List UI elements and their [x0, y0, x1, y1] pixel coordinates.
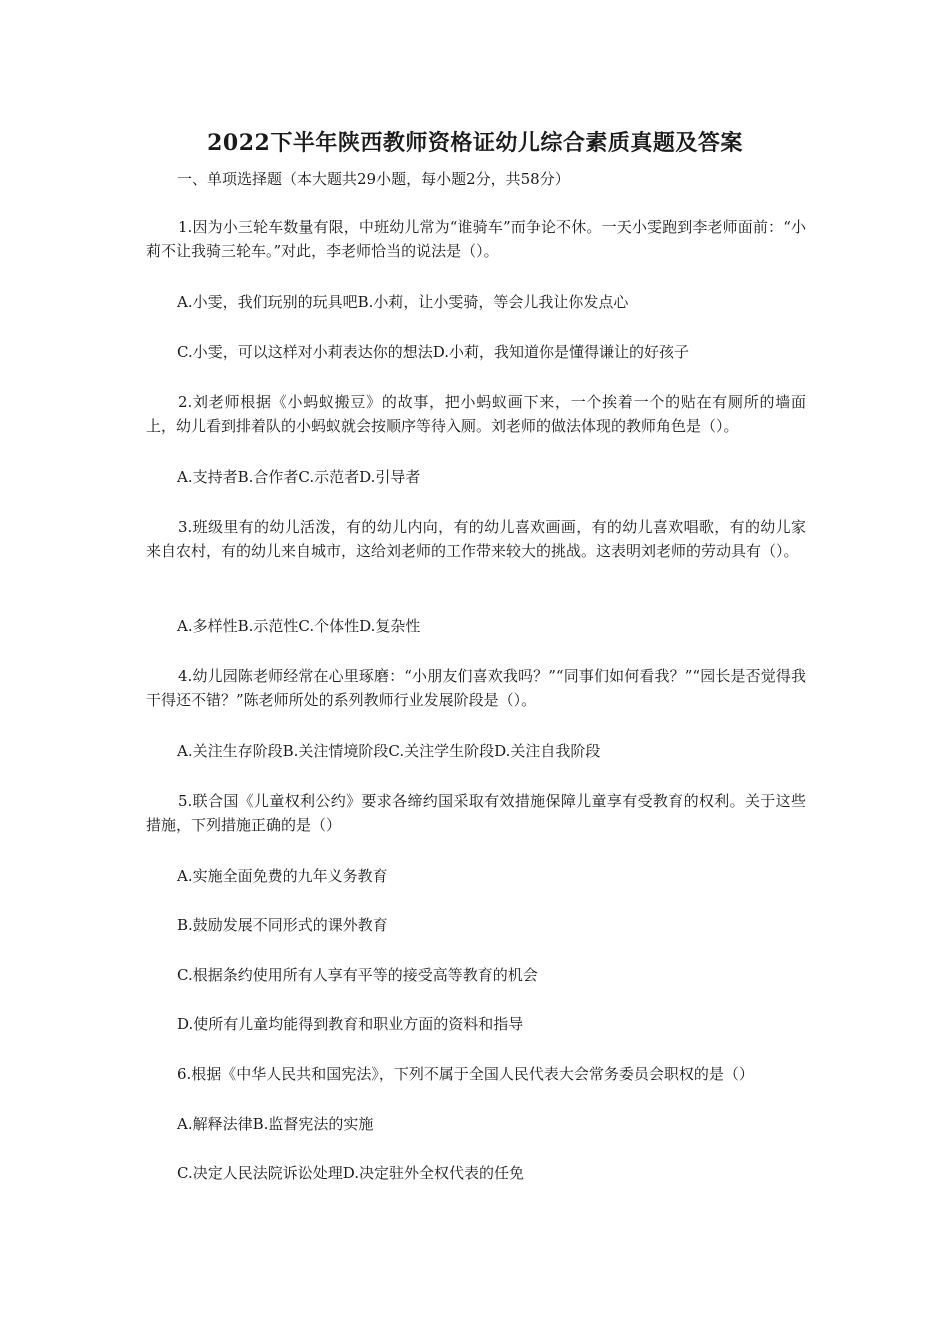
question-6-options-cd: C.决定人民法院诉讼处理D.决定驻外全权代表的任免 [177, 1164, 524, 1182]
question-1-options-cd: C.小雯，可以这样对小莉表达你的想法D.小莉，我知道你是懂得谦让的好孩子 [177, 343, 689, 361]
question-5-option-d: D.使所有儿童均能得到教育和职业方面的资料和指导 [177, 1015, 524, 1033]
question-5-option-b: B.鼓励发展不同形式的课外教育 [177, 916, 388, 934]
question-4-options: A.关注生存阶段B.关注情境阶段C.关注学生阶段D.关注自我阶段 [177, 742, 601, 760]
question-5-stem: 5.联合国《儿童权利公约》要求各缔约国采取有效措施保障儿童享有受教育的权利。关于这些措施，下列措施正确的是（） [146, 792, 806, 834]
question-2-stem: 2.刘老师根据《小蚂蚁搬豆》的故事，把小蚂蚁画下来，一个挨着一个的贴在有厕所的墙面上，幼儿看到排着队的小蚂蚁就会按顺序等待入厕。刘老师的做法体现的教师角色是（）。 [146, 393, 806, 435]
question-4-stem: 4.幼儿园陈老师经常在心里琢磨：“小朋友们喜欢我吗？”“同事们如何看我？”“园长是否觉得我干得还不错？”陈老师所处的系列教师行业发展阶段是（）。 [146, 667, 806, 709]
question-6-stem: 6.根据《中华人民共和国宪法》，下列不属于全国人民代表大会常务委员会职权的是（） [177, 1065, 754, 1083]
question-1-stem: 1.因为小三轮车数量有限，中班幼儿常为“谁骑车”而争论不休。一天小雯跑到李老师面前：“小莉不让我骑三轮车。”对此，李老师恰当的说法是（）。 [146, 218, 806, 260]
section-heading: 一、单项选择题（本大题共29小题，每小题2分，共58分） [177, 170, 570, 188]
question-5-option-a: A.实施全面免费的九年义务教育 [177, 867, 388, 885]
question-2-options: A.支持者B.合作者C.示范者D.引导者 [177, 468, 421, 486]
page-title: 2022下半年陕西教师资格证幼儿综合素质真题及答案 [207, 130, 743, 156]
question-3-options: A.多样性B.示范性C.个体性D.复杂性 [177, 617, 421, 635]
question-5-option-c: C.根据条约使用所有人享有平等的接受高等教育的机会 [177, 966, 538, 984]
question-1-options-ab: A.小雯，我们玩别的玩具吧B.小莉，让小雯骑，等会儿我让你发点心 [177, 293, 629, 311]
question-6-options-ab: A.解释法律B.监督宪法的实施 [177, 1115, 374, 1133]
question-3-stem: 3.班级里有的幼儿活泼，有的幼儿内向，有的幼儿喜欢画画，有的幼儿喜欢唱歌，有的幼儿家来自农村，有的幼儿来自城市，这给刘老师的工作带来较大的挑战。这表明刘老师的劳动具有（）。 [146, 518, 806, 560]
